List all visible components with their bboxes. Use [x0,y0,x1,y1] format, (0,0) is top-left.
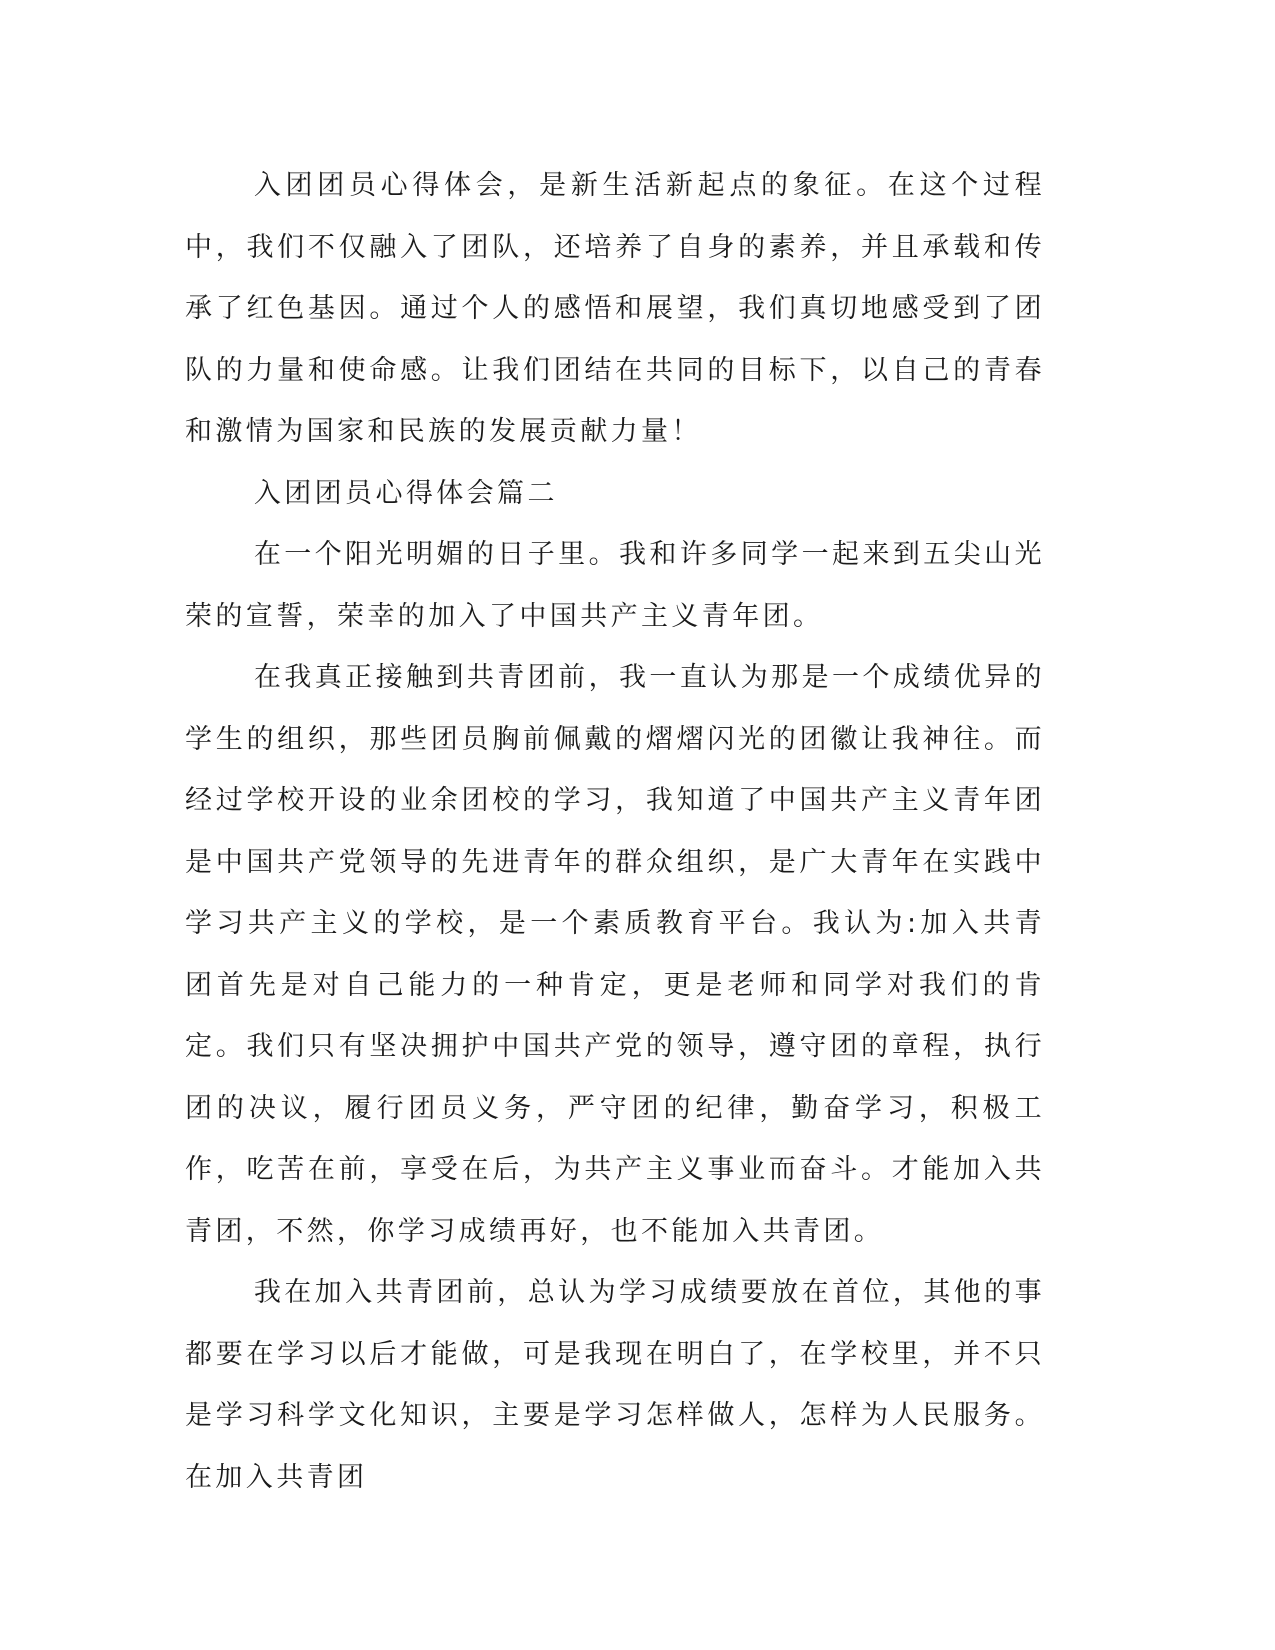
section-heading: 入团团员心得体会篇二 [253,477,558,509]
paragraph-reflection: 我在加入共青团前，总认为学习成绩要放在首位，其他的事都要在学习以后才能做，可是我现在明白了，在学校里，并不只是学习科学文化知识，主要是学习怎样做人，怎样为人民服务。在加入共青团 [185,1277,1045,1493]
paragraph-summary: 入团团员心得体会，是新生活新起点的象征。在这个过程中，我们不仅融入了团队，还培养了自身的素养，并且承载和传承了红色基因。通过个人的感悟和展望，我们真切地感受到了团队的力量和使命感。让我们团结在共同的目标下，以自己的青春和激情为国家和民族的发展贡献力量！ [185,170,1045,447]
document-body [185,155,1045,1508]
paragraph-oath: 在一个阳光明媚的日子里。我和许多同学一起来到五尖山光荣的宣誓，荣幸的加入了中国共产主义青年团。 [185,539,1045,632]
paragraph-understanding: 在我真正接触到共青团前，我一直认为那是一个成绩优异的学生的组织，那些团员胸前佩戴的熠熠闪光的团徽让我神往。而经过学校开设的业余团校的学习，我知道了中国共产主义青年团是中国共产党领导的先进青年的群众组织，是广大青年在实践中学习共产主义的学校，是一个素质教育平台。我认为:加入共青团首先是对自己能力的一种肯定，更是老师和同学对我们的肯定。我们只有坚决拥护中国共产党的领导，遵守团的章程，执行团的决议，履行团员义务，严守团的纪律，勤奋学习，积极工作，吃苦在前，享受在后，为共产主义事业而奋斗。才能加入共青团，不然，你学习成绩再好，也不能加入共青团。 [185,662,1045,1247]
